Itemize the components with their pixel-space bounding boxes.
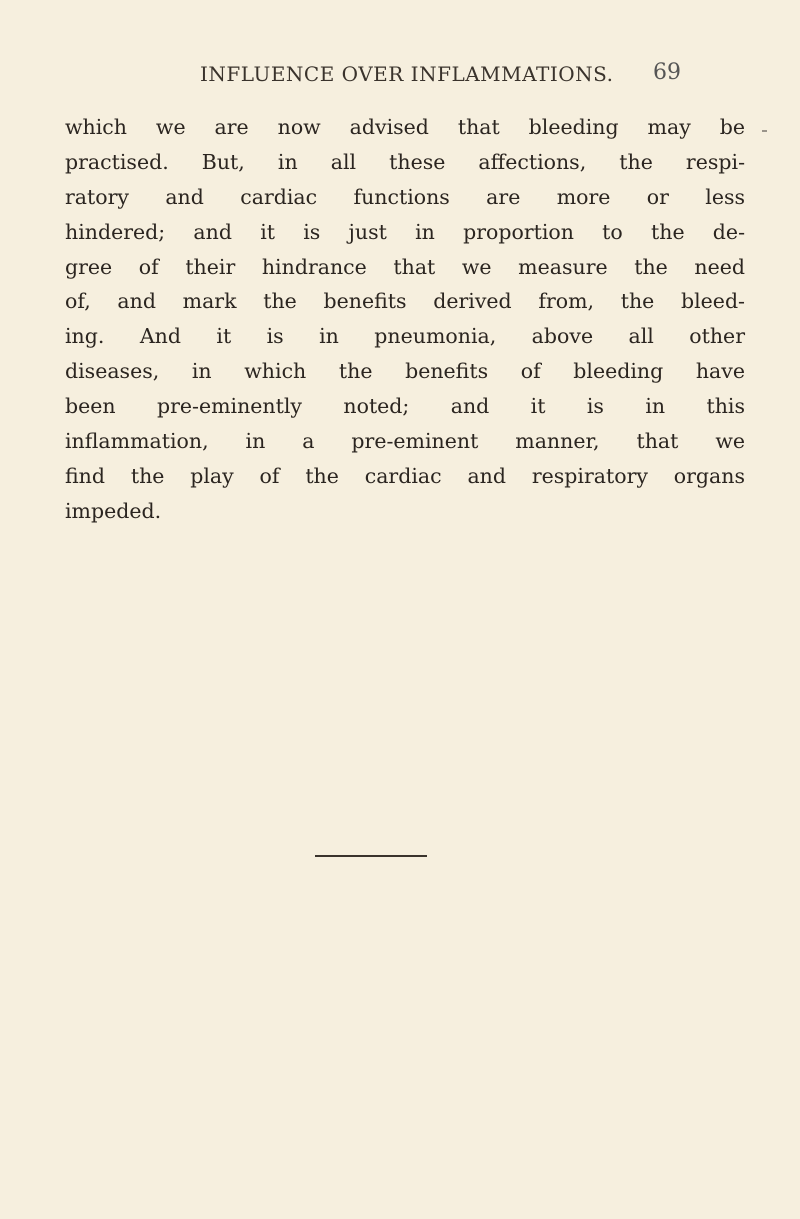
text-line: ing. And it is in pneumonia, above all other	[65, 324, 745, 349]
text-line: impeded.	[65, 498, 162, 523]
text-line: find the play of the cardiac and respiratory organs	[65, 463, 745, 488]
text-line: hindered; and it is just in proportion to the de-	[65, 219, 745, 244]
text-line: practised. But, in all these affections, the respi-	[65, 149, 745, 174]
text-line: of, and mark the benefits derived from, the bleed-	[65, 289, 745, 314]
text-line: ratory and cardiac functions are more or less	[65, 184, 745, 209]
text-line: gree of their hindrance that we measure the need	[65, 254, 745, 279]
text-line: been pre-eminently noted; and it is in this	[65, 394, 745, 419]
text-line: diseases, in which the benefits of bleeding have	[65, 359, 745, 384]
page-number: 69	[653, 60, 681, 85]
text-line: which we are now advised that bleeding may be	[65, 115, 745, 139]
running-title: INFLUENCE OVER INFLAMMATIONS.	[200, 62, 614, 86]
body-paragraph	[65, 110, 745, 529]
section-divider-rule	[315, 855, 427, 857]
text-line: inflammation, in a pre-eminent manner, that we	[65, 429, 745, 454]
margin-mark	[762, 130, 767, 132]
running-head	[0, 60, 800, 90]
